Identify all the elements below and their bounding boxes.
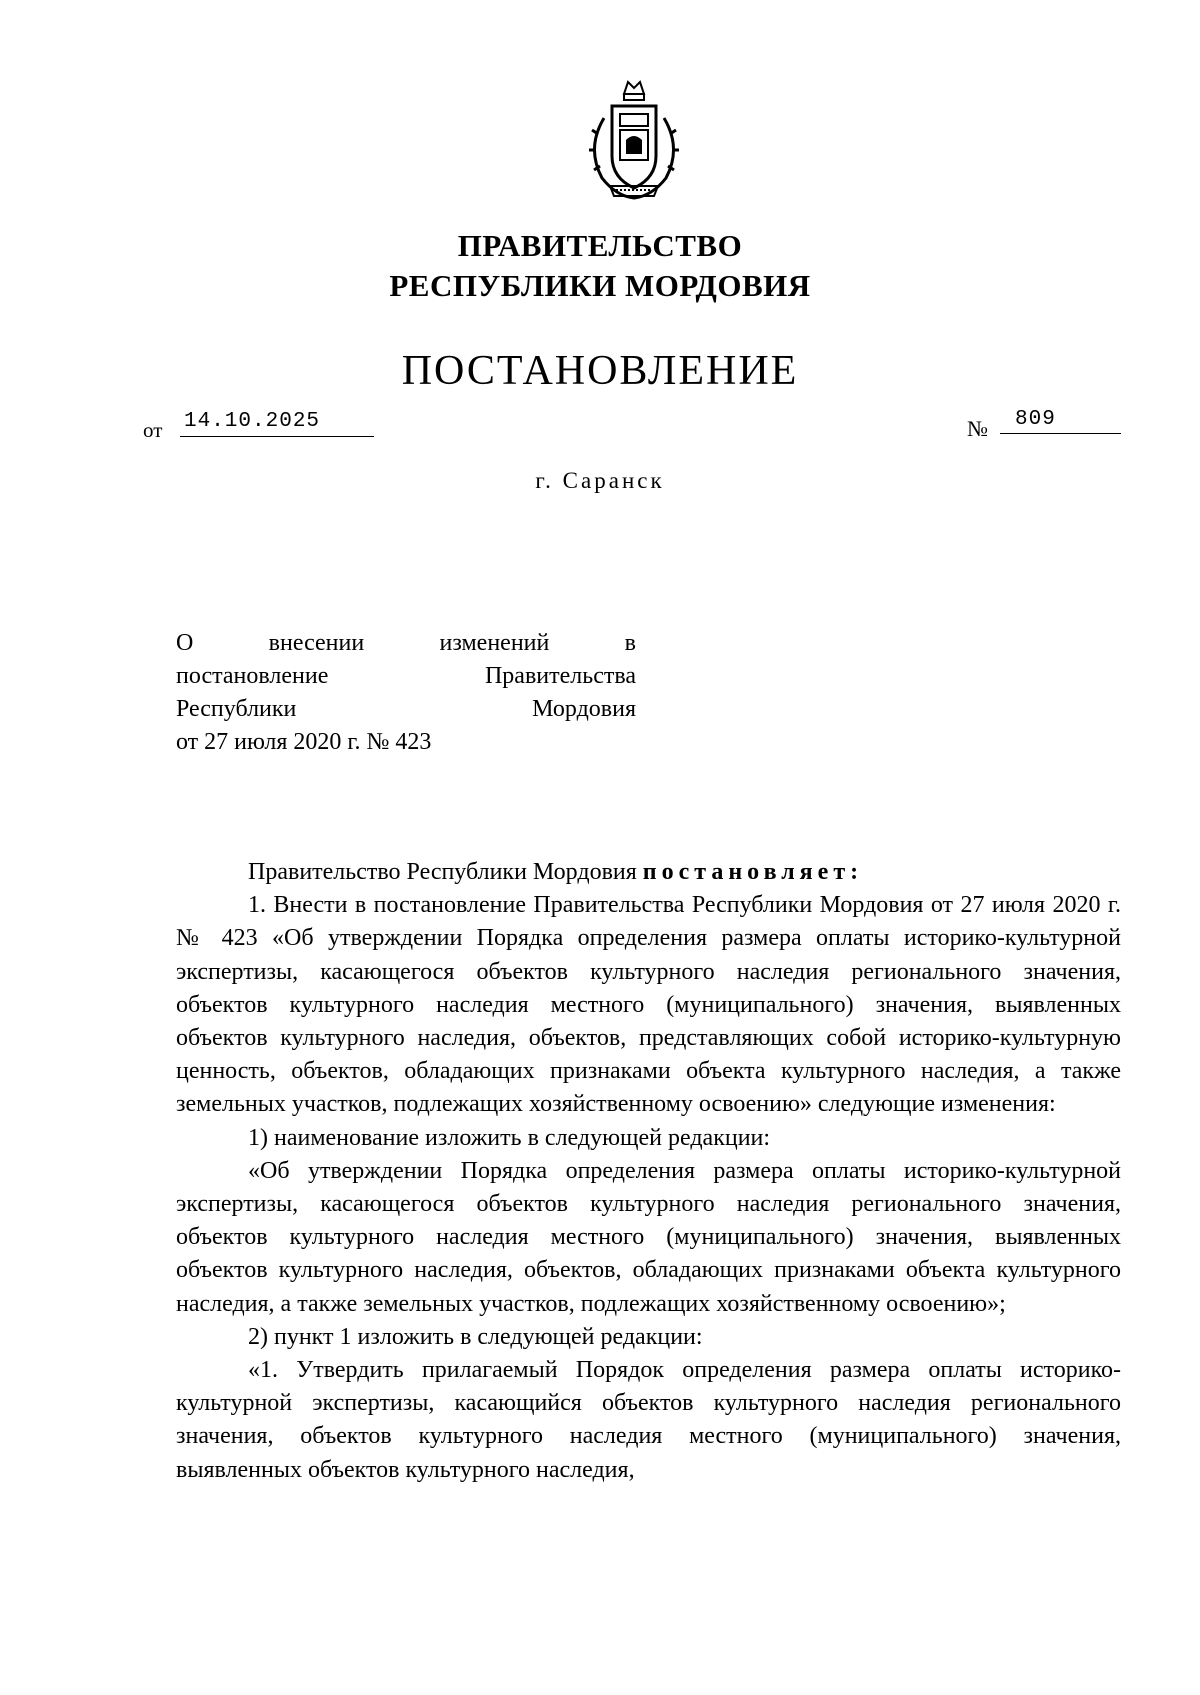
organization-name-line2: РЕСПУБЛИКИ МОРДОВИЯ [389, 268, 811, 303]
resolution-verb: постановляет: [642, 859, 864, 885]
date-prefix: от [143, 418, 163, 442]
subject-line-2: постановление Правительства [176, 663, 636, 689]
new-point-1-text: «1. Утвердить прилагаемый Порядок определения размера оплаты историко-культурной экспертизы, касающийся объектов культурного наследия регионального значения, объектов культурного наследия местного (муниципального) значения, выявленных объектов культурного наследия, [176, 1357, 1121, 1483]
preamble: Правительство Республики Мордовия постановляет: [248, 859, 864, 885]
city: г. Саранск [535, 468, 665, 493]
subject-line-3: Республики Мордовия [176, 696, 636, 722]
paragraph-1-sub-2: 2) пункт 1 изложить в следующей редакции: [248, 1323, 703, 1350]
organization-name-line1: ПРАВИТЕЛЬСТВО [457, 228, 743, 263]
paragraph-1-sub-1: 1) наименование изложить в следующей редакции: [248, 1124, 771, 1151]
new-title-text: «Об утверждении Порядка определения размера оплаты историко-культурной экспертизы, касающегося объектов культурного наследия регионального значения, объектов культурного наследия местного (муниципального) значения, выявленных объектов культурного наследия, объектов, обладающих признаками объекта культурного наследия, а также земельных участков, подлежащих хозяйственному освоению»; [176, 1157, 1121, 1317]
document-type: ПОСТАНОВЛЕНИЕ [401, 348, 799, 394]
document-number: 809 [1000, 408, 1121, 434]
coat-of-arms-mordovia-icon [580, 78, 688, 206]
document-body [176, 856, 1121, 1487]
document-date: 14.10.2025 [180, 410, 374, 437]
document-subject [176, 627, 636, 759]
subject-line-1: О внесении изменений в [176, 630, 636, 656]
paragraph-1: 1. Внести в постановление Правительства Республики Мордовия от 27 июля 2020 г. № 423 «Об утверждении Порядка определения размера оплаты историко-культурной экспертизы, касающегося объектов культурного наследия регионального значения, объектов культурного наследия местного (муниципального) значения, выявленных объектов культурного наследия, объектов, представляющих собой историко-культурную ценность, объектов, обладающих признаками объекта культурного наследия, а также земельных участков, подлежащих хозяйственному освоению» следующие изменения: [176, 892, 1121, 1118]
number-prefix: № [967, 416, 988, 441]
subject-line-4: от 27 июля 2020 г. № 423 [176, 729, 432, 755]
date-number-row [143, 408, 1121, 446]
